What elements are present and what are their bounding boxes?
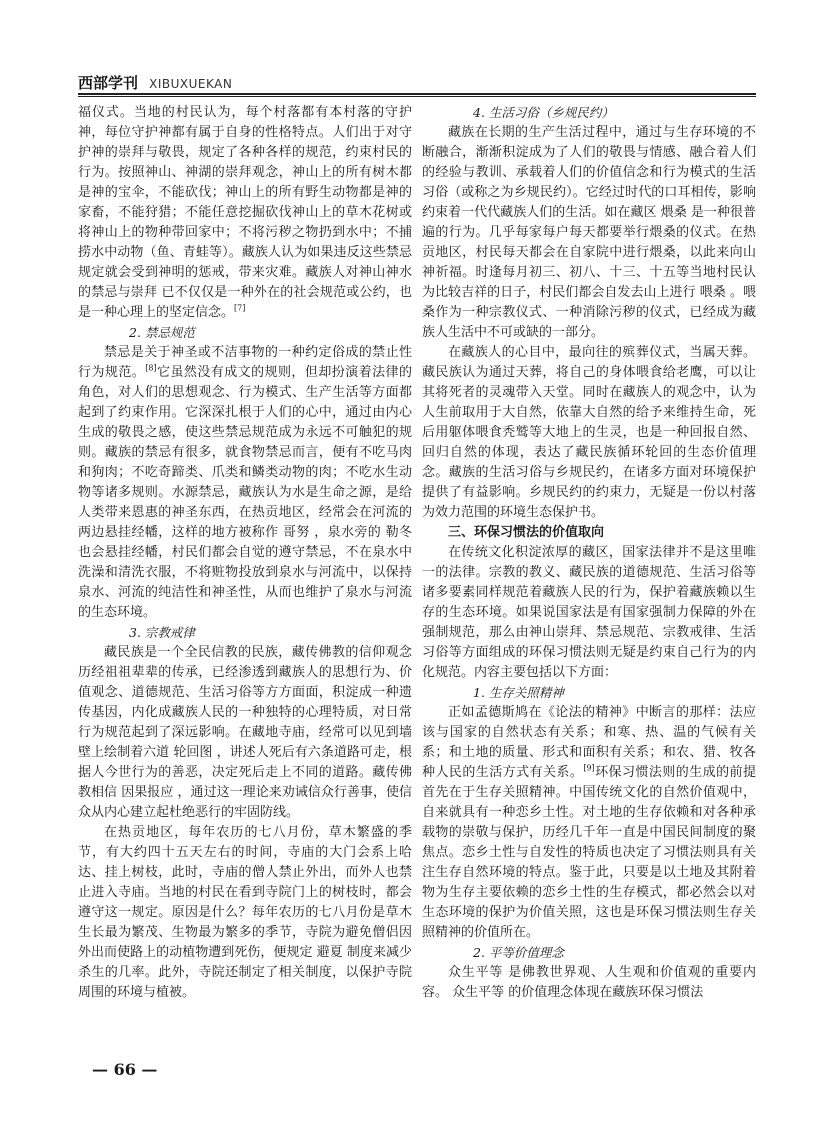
subsection-heading: 4. 生活习俗（乡规民约） [473,105,614,120]
right-column [422,103,756,1003]
page-number: — 66 — [92,1060,158,1079]
running-header [78,72,232,93]
header-rule-thick [78,93,756,95]
citation-ref: [9] [583,763,595,773]
paragraph: 藏族在长期的生产生活过程中，通过与生存环境的不断融合，渐渐积淀成为了人们的敬畏与情感、融合着人们的经验与教训、承载着人们的价值信念和行为模式的生活习俗（或称之为乡规民约）。它经过时代的口耳相传，影响约束着一代代藏族人们的生活。如在藏区 煨桑 是一种很普遍的行为。几乎每家每户每天都要举行煨桑的仪式。在热贡地区，村民每天都会在自家院中进行煨桑，以此来向山神祈福。时逢每月初三、初八、十三、十五等当地村民认为比较吉祥的日子，村民们都会自发去山上进行 喂桑 。喂桑作为一种宗教仪式、一种消除污秽的仪式，已经成为藏族人生活中不可或缺的一部分。 [422,125,756,340]
paragraph: 正如孟德斯鸠在《论法的精神》中断言的那样：法应该与国家的自然状态有关系；和寒、热、温的气候有关系；和土地的质量、形式和面积有关系；和农、猎、牧各种人民的生活方式有关系。[9]环保习惯法则的生成的前提首先在于生存关照精神。中国传统文化的自然价值观中，自来就具有一种恋乡土性。对土地的生存依赖和对各种承载物的崇敬与保护，历经几千年一直是中国民间制度的聚焦点。恋乡土性与自发性的特质也决定了习惯法则具有关注生存自然环境的特点。鉴于此，只要是以土地及其附着物为生存主要依赖的恋乡土性的生存模式，都必然会以对生态环境的保护为价值关照，这也是环保习惯法则生存关照精神的价值所在。 [422,705,756,940]
subsection-heading: 2. 平等价值理念 [473,945,564,960]
left-column [78,103,412,1003]
subsection-heading: 1. 生存关照精神 [473,685,564,700]
section-heading: 三、环保习惯法的价值取向 [448,525,605,540]
journal-pinyin: XIBUXUEKAN [149,77,233,91]
paragraph: 众生平等 是佛教世界观、人生观和价值观的重要内容。 众生平等 的价值理念体现在藏族环保习惯法 [422,965,756,1000]
subsection-heading: 3. 宗教戒律 [129,625,195,640]
subsection-heading: 2. 禁忌规范 [129,325,195,340]
paragraph: 在传统文化积淀浓厚的藏区，国家法律并不是这里唯一的法律。宗教的教义、藏民族的道德规范、生活习俗等诸多要素同样规范着藏族人民的行为，保护着藏族赖以生存的生态环境。如果说国家法是有国家强制力保障的外在强制规范，那么由神山崇拜、禁忌规范、宗教戒律、生活习俗等方面组成的环保习惯法则无疑是约束自己行为的内化规范。内容主要包括以下方面： [422,545,756,680]
paragraph: 藏民族是一个全民信教的民族，藏传佛教的信仰观念历经祖祖辈辈的传承，已经渗透到藏族人的思想行为、价值观念、道德规范、生活习俗等方方面面，积淀成一种遗传基因，内化成藏族人民的一种独特的心理特质，对日常行为规范起到了深远影响。在藏地寺庙，经常可以见到墙壁上绘制着六道 轮回图 ，讲述人死后有六条道路可走，根据人今世行为的善恶，决定死后走上不同的道路。藏传佛教相信 因果报应 ，通过这一理论来劝诫信众行善事，使信众从内心建立起杜绝恶行的牢固防线。 [78,645,412,820]
paragraph: 福仪式。当地的村民认为，每个村落都有本村落的守护神，每位守护神都有属于自身的性格特点。人们出于对守护神的崇拜与敬畏，规定了各种各样的规范，约束村民的行为。按照神山、神湖的崇拜观念，神山上的所有树木都是神的宝伞，不能砍伐；神山上的所有野生动物都是神的家畜，不能狩猎；不能任意挖掘砍伐神山上的草木花树或将神山上的物种带回家中；不将污秽之物扔到水中；不捕捞水中动物（鱼、青蛙等）。藏族人认为如果违反这些禁忌规定就会受到神明的惩戒，带来灾难。藏族人对神山神水的禁忌与崇拜 已不仅仅是一种外在的社会规范或公约，也是一种心理上的坚定信念。[7] [78,105,412,320]
paragraph: 在藏族人的心目中，最向往的殡葬仪式，当属天葬。藏民族认为通过天葬，将自己的身体喂食给老鹰，可以让其将死者的灵魂带入天堂。同时在藏族人的观念中，认为人生前取用于大自然，依靠大自然的给予来维持生命，死后用躯体喂食秃鹫等大地上的生灵，也是一种回报自然、回归自然的体现，表达了藏民族循环轮回的生态价值理念。藏族的生活习俗与乡规民约，在诸多方面对环境保护提供了有益影响。乡规民约的约束力，无疑是一份以村落为效力范围的环境生态保护书。 [422,345,756,520]
paragraph: 禁忌是关于神圣或不洁事物的一种约定俗成的禁止性行为规范。[8]它虽然没有成文的规则，但却扮演着法律的角色，对人们的思想观念、行为模式、生产生活等方面都起到了约束作用。它深深扎根于人们的心中，通过由内心生成的敬畏之感，使这些禁忌规范成为永远不可触犯的规则。藏族的禁忌有很多，就食物禁忌而言，便有不吃马肉和狗肉；不吃奇蹄类、爪类和鳞类动物的肉；不吃水生动物等诸多规则。水源禁忌，藏族认为水是生命之源，是给人类带来恩惠的神圣东西，在热贡地区，经常会在河流的两边悬挂经幡，这样的地方被称作 哥努 ，泉水旁的 勒冬 也会悬挂经幡，村民们都会自觉的遵守禁忌，不在泉水中洗澡和清洗衣服，不将赃物投放到泉水与河流中，以保持泉水、河流的纯洁性和神圣性，从而也维护了泉水与河流的生态环境。 [78,345,412,620]
citation-ref: [7] [234,303,246,313]
header-rule-thin [78,96,756,97]
journal-name: 西部学刊 [78,74,139,92]
paragraph: 在热贡地区，每年农历的七八月份，草木繁盛的季节，有大约四十五天左右的时间，寺庙的大门会系上哈达、挂上树枝，此时，寺庙的僧人禁止外出，而外人也禁止进入寺庙。当地的村民在看到寺院门上的树枝时，都会遵守这一规定。原因是什么？每年农历的七八月份是草木生长最为繁茂、生物最为繁多的季节，寺院为避免僧侣因外出而使路上的动植物遭到死伤，便规定 避夏 制度来减少杀生的几率。此外，寺院还制定了相关制度，以保护寺院周围的环境与植被。 [78,825,412,1000]
citation-ref: [8] [145,363,157,373]
